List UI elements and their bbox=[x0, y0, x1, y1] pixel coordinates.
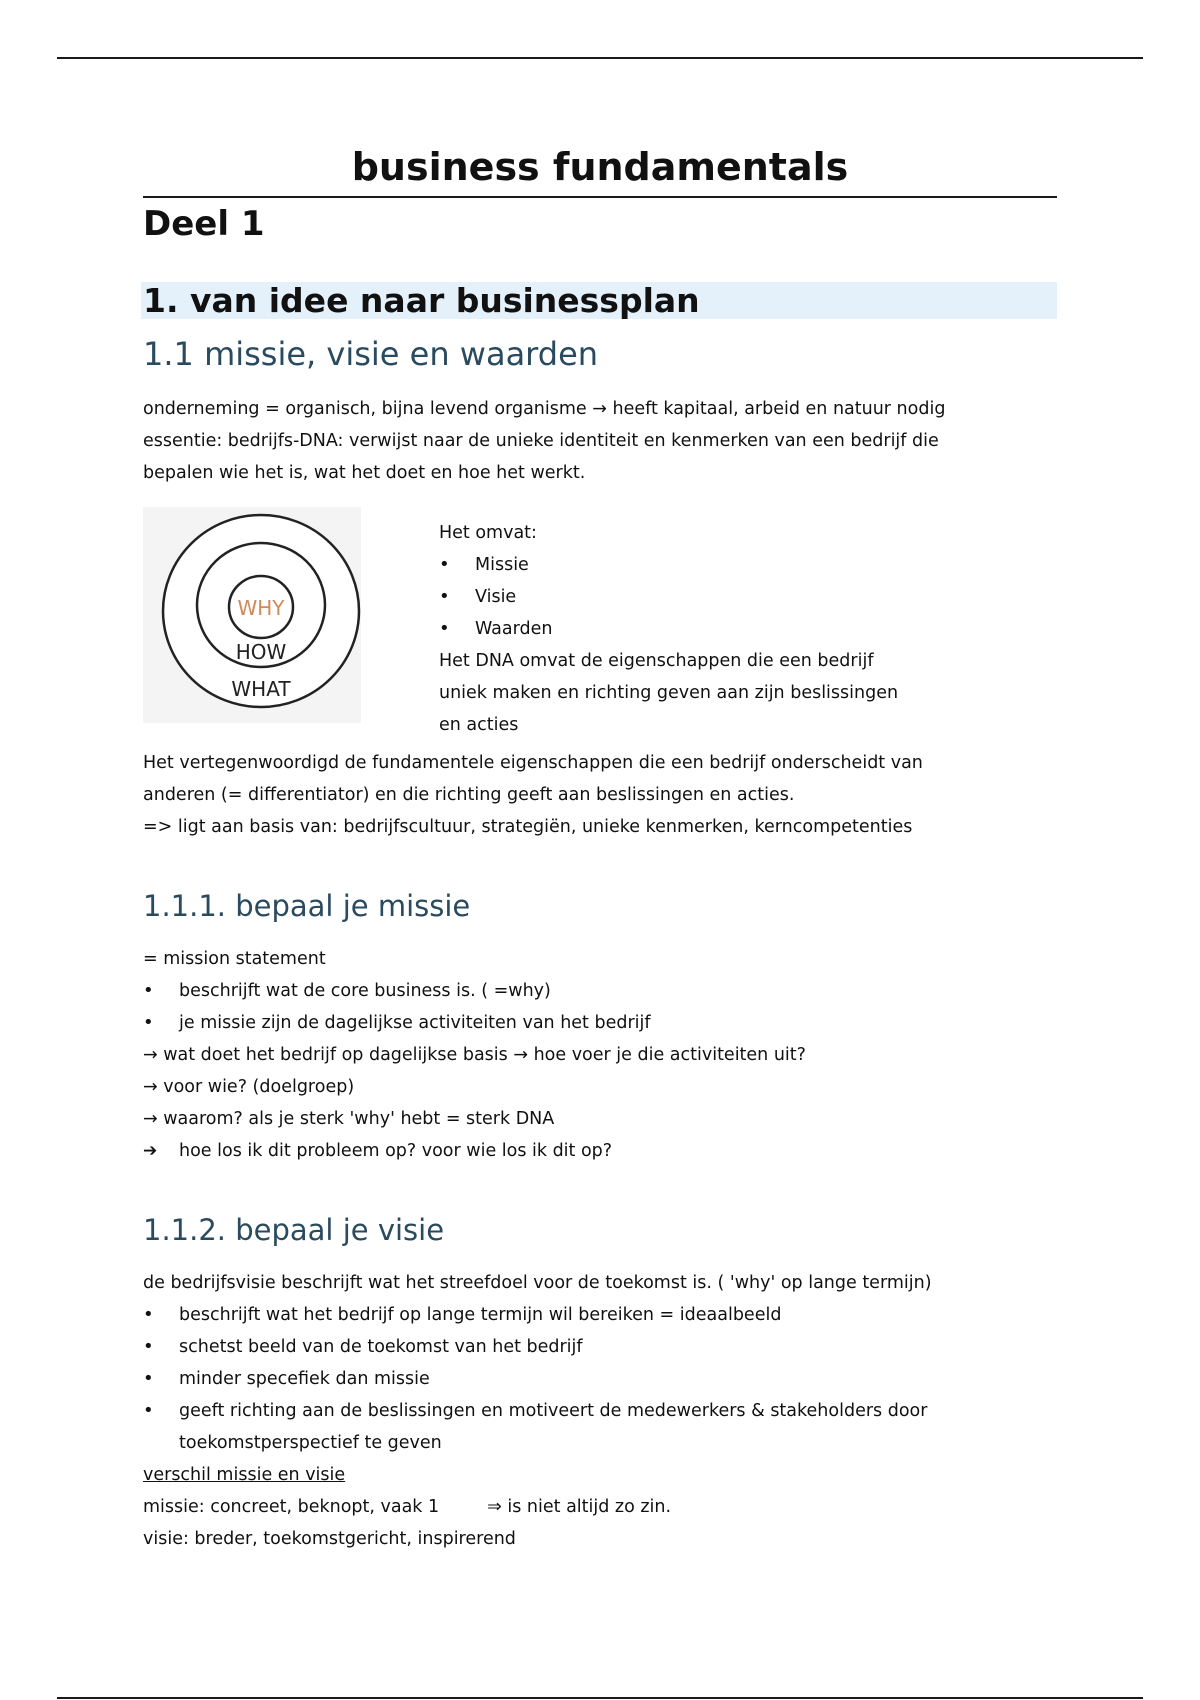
difference-heading: verschil missie en visie bbox=[143, 1465, 346, 1485]
list-item: • schetst beeld van de toekomst van het bedrijf bbox=[143, 1331, 1057, 1363]
mission-bullets bbox=[143, 975, 1057, 1039]
section-heading-1-1: 1.1 missie, visie en waarden bbox=[143, 335, 599, 373]
figure-caption-text bbox=[439, 507, 899, 735]
mission-arrow-list bbox=[143, 1135, 1057, 1167]
paragraph-line: onderneming = organisch, bijna levend organisme → heeft kapitaal, arbeid en natuur nodig bbox=[143, 399, 946, 419]
paragraph-line: essentie: bedrijfs-DNA: verwijst naar de unieke identiteit en kenmerken van een bedrijf die bbox=[143, 431, 939, 451]
vision-lead: de bedrijfsvisie beschrijft wat het streefdoel voor de toekomst is. ( 'why' op lange termijn) bbox=[143, 1273, 932, 1293]
vision-block bbox=[143, 1267, 1057, 1555]
how-label: HOW bbox=[235, 640, 287, 664]
why-label: WHY bbox=[237, 596, 285, 620]
paragraph-line: → wat doet het bedrijf op dagelijkse basis → hoe voer je die activiteiten uit? bbox=[143, 1045, 806, 1065]
chapter-heading: 1. van idee naar businessplan bbox=[141, 282, 1057, 319]
missie-line bbox=[143, 1491, 1057, 1523]
visie-line: visie: breder, toekomstgericht, inspirerend bbox=[143, 1529, 516, 1549]
list-item: • je missie zijn de dagelijkse activiteiten van het bedrijf bbox=[143, 1007, 1057, 1039]
mission-lead: = mission statement bbox=[143, 949, 326, 969]
golden-circle-figure bbox=[143, 507, 361, 723]
golden-circle-drawing bbox=[143, 507, 361, 723]
paragraph-line: en acties bbox=[439, 715, 519, 735]
document-title: business fundamentals bbox=[143, 138, 1057, 198]
figure-lead: Het omvat: bbox=[439, 523, 537, 543]
paragraph-line: Het DNA omvat de eigenschappen die een bedrijf bbox=[439, 651, 874, 671]
list-item: • Waarden bbox=[439, 613, 898, 645]
part-heading: Deel 1 bbox=[143, 204, 265, 244]
missie-text: missie: concreet, beknopt, vaak 1 bbox=[143, 1497, 440, 1517]
vision-bullets bbox=[143, 1299, 1057, 1459]
list-item: ➔ hoe los ik dit probleem op? voor wie los ik dit op? bbox=[143, 1135, 1057, 1167]
paragraph-line: → waarom? als je sterk 'why' hebt = sterk DNA bbox=[143, 1109, 555, 1129]
paragraph-line: bepalen wie het is, wat het doet en hoe het werkt. bbox=[143, 463, 586, 483]
paragraph-line: => ligt aan basis van: bedrijfscultuur, strategiën, unieke kenmerken, kerncompetenties bbox=[143, 817, 913, 837]
list-item: • geeft richting aan de beslissingen en motiveert de medewerkers & stakeholders door toekomstperspectief te geven bbox=[143, 1395, 939, 1459]
paragraph-line: anderen (= differentiator) en die richting geeft aan beslissingen en acties. bbox=[143, 785, 795, 805]
dna-paragraph bbox=[143, 747, 1057, 843]
list-item: • beschrijft wat het bedrijf op lange termijn wil bereiken = ideaalbeeld bbox=[143, 1299, 1057, 1331]
paragraph-line: Het vertegenwoordigd de fundamentele eigenschappen die een bedrijf onderscheidt van bbox=[143, 753, 923, 773]
section-heading-1-1-2: 1.1.2. bepaal je visie bbox=[143, 1213, 445, 1247]
list-item: • beschrijft wat de core business is. ( =why) bbox=[143, 975, 1057, 1007]
page-top-rule bbox=[57, 57, 1143, 59]
list-item: • Visie bbox=[439, 581, 898, 613]
dna-list bbox=[439, 549, 898, 645]
paragraph-line: → voor wie? (doelgroep) bbox=[143, 1077, 355, 1097]
document-body bbox=[143, 138, 1057, 1555]
mission-block bbox=[143, 943, 1057, 1167]
list-item: • minder specefiek dan missie bbox=[143, 1363, 1057, 1395]
page-bottom-rule bbox=[57, 1697, 1143, 1699]
intro-paragraph bbox=[143, 393, 1057, 489]
missie-note: ⇒ is niet altijd zo zin. bbox=[487, 1497, 672, 1517]
section-heading-1-1-1: 1.1.1. bepaal je missie bbox=[143, 889, 471, 923]
paragraph-line: uniek maken en richting geven aan zijn beslissingen bbox=[439, 683, 899, 703]
golden-circle-block bbox=[143, 507, 1057, 735]
list-item: • Missie bbox=[439, 549, 898, 581]
what-label: WHAT bbox=[231, 677, 291, 701]
